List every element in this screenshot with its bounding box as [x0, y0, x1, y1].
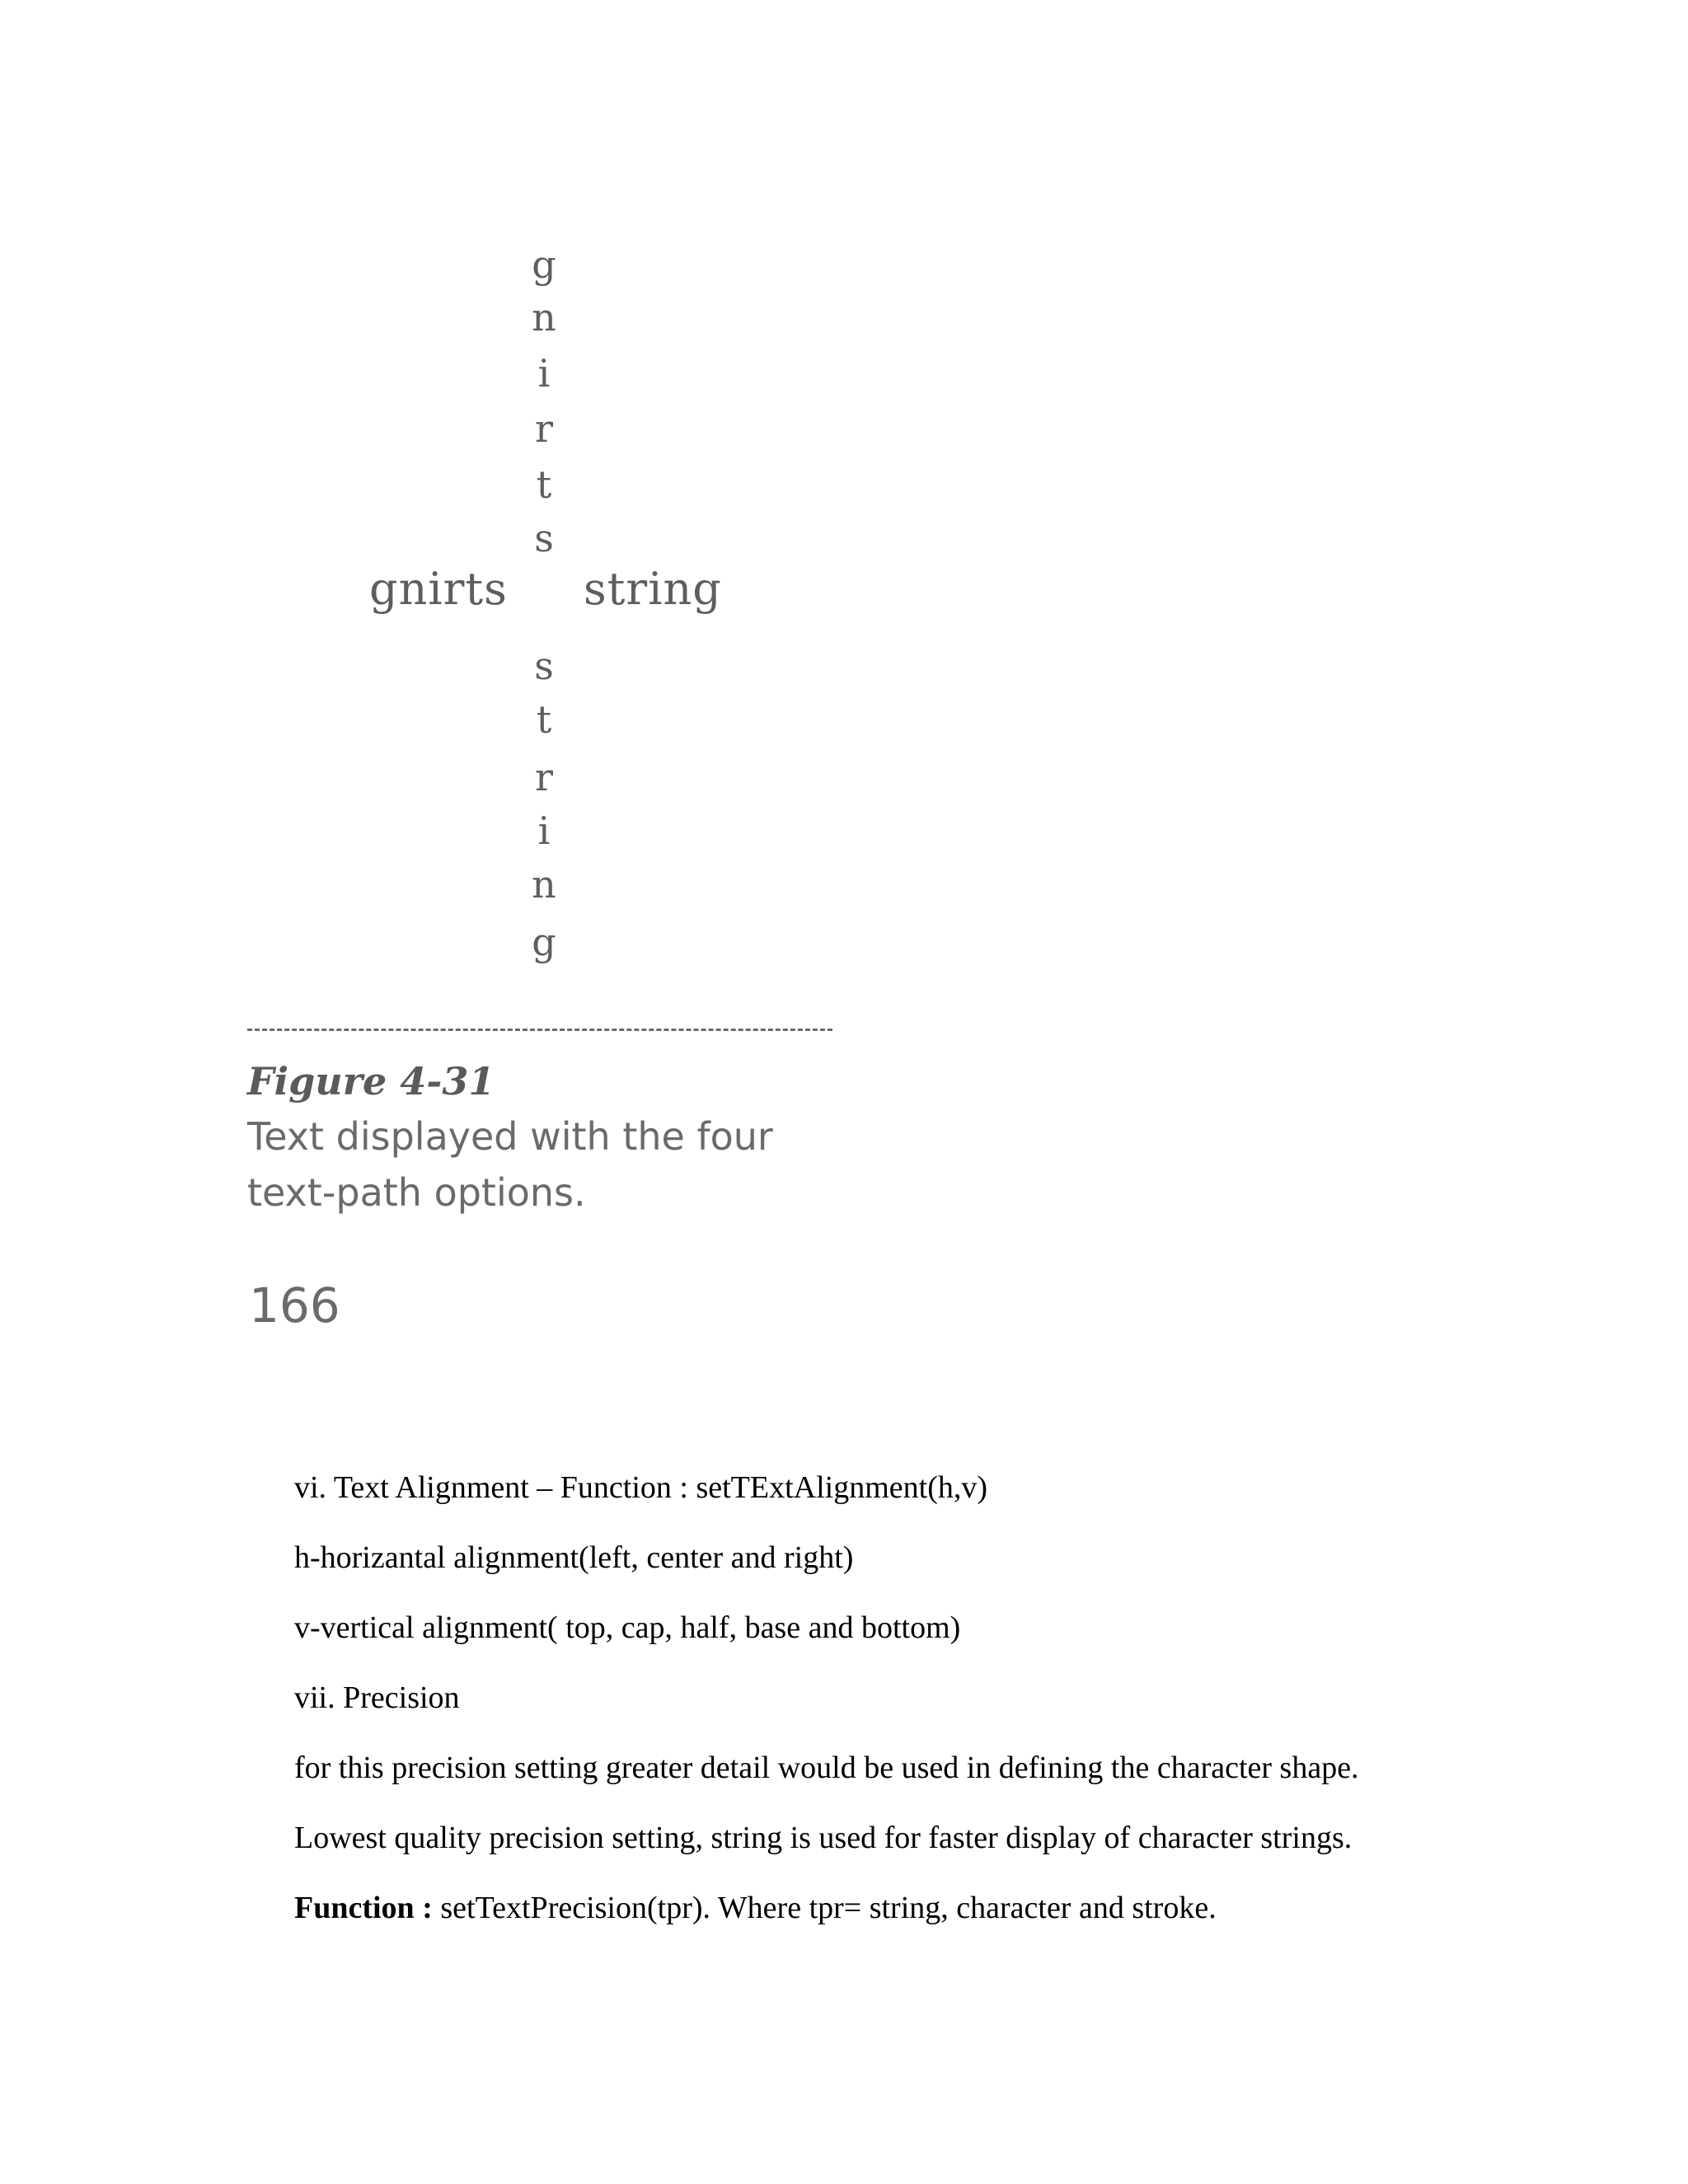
- body-text-line: h-horizantal alignment(left, center and right): [294, 1540, 854, 1575]
- down-path-letter: r: [535, 755, 553, 799]
- figure-caption-line: Text displayed with the four: [247, 1114, 773, 1159]
- up-path-letter: s: [534, 516, 554, 560]
- caption-divider: [247, 1029, 832, 1031]
- down-path-letter: i: [537, 808, 551, 853]
- down-path-letter: t: [536, 697, 552, 742]
- right-path-word: string: [584, 563, 722, 615]
- figure-caption-line: text-path options.: [247, 1170, 586, 1215]
- body-text-line: vi. Text Alignment – Function : setTExtAlignment(h,v): [294, 1470, 988, 1505]
- figure-caption-title: Figure 4-31: [247, 1059, 495, 1104]
- body-text-line: for this precision setting greater detail would be used in defining the character shape.: [294, 1750, 1359, 1785]
- body-text-line: Lowest quality precision setting, string is used for faster display of character strings.: [294, 1821, 1353, 1855]
- up-path-letter: g: [532, 242, 556, 287]
- left-path-word: gnirts: [369, 563, 508, 615]
- up-path-letter: i: [537, 351, 551, 396]
- body-text-line: v-vertical alignment( top, cap, half, base and bottom): [294, 1610, 961, 1645]
- section-heading: vii. Precision: [294, 1680, 460, 1715]
- up-path-letter: r: [535, 406, 553, 451]
- down-path-letter: n: [532, 862, 556, 907]
- function-text: setTextPrecision(tpr). Where tpr= string, character and stroke.: [432, 1891, 1217, 1925]
- down-path-letter: g: [532, 920, 556, 964]
- up-path-letter: t: [536, 462, 552, 507]
- function-label: Function :: [294, 1891, 433, 1925]
- up-path-letter: n: [532, 295, 556, 340]
- page-number: 166: [249, 1277, 340, 1333]
- function-definition-line: [294, 1892, 1217, 1924]
- down-path-letter: s: [534, 644, 554, 688]
